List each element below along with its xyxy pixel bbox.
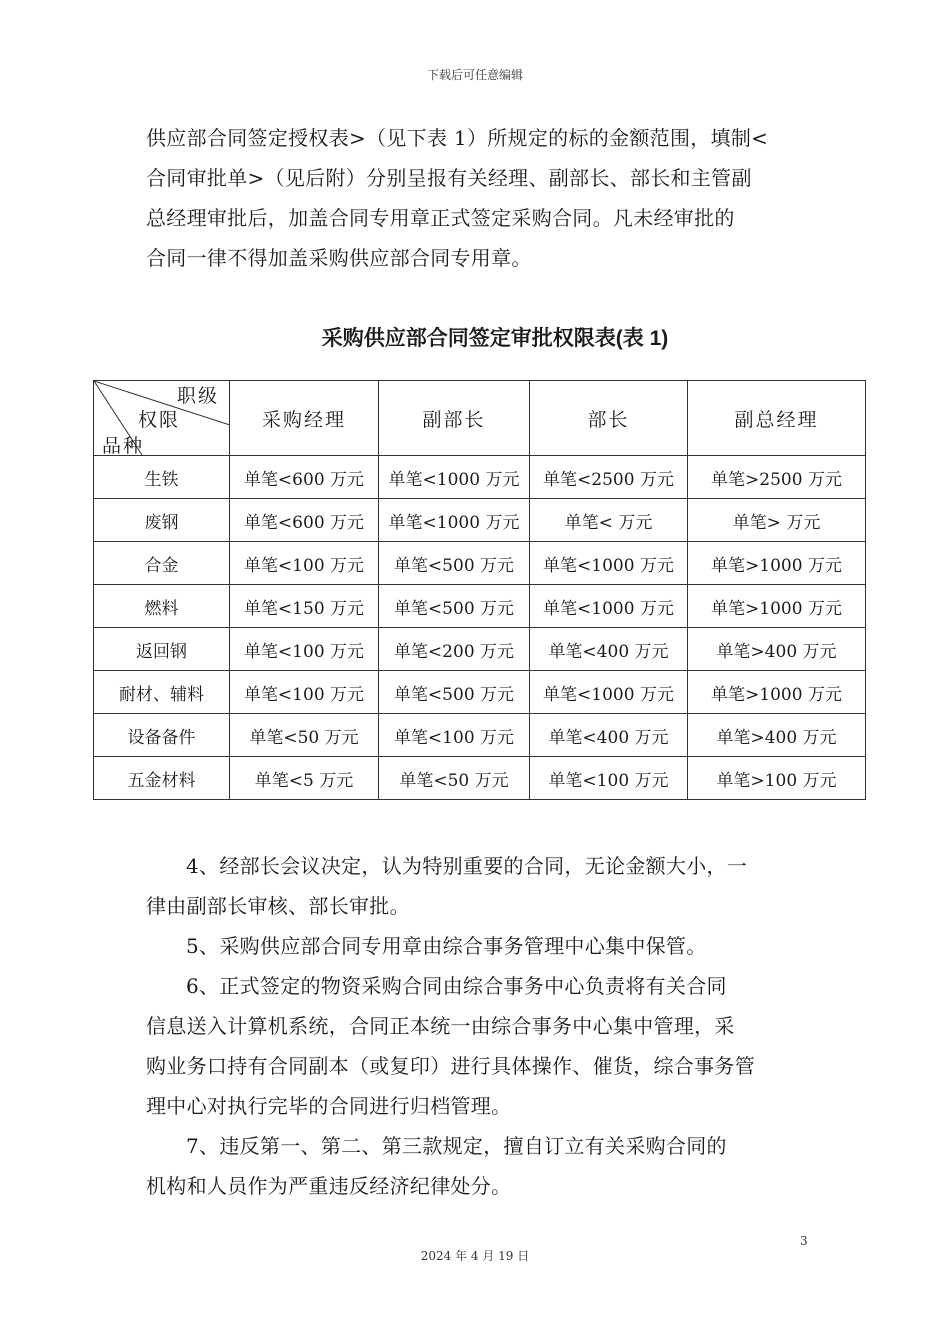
table-row — [94, 585, 866, 628]
table-row — [94, 456, 866, 499]
table-cell: 单笔<400 万元 — [530, 628, 688, 671]
table-cell: 单笔<100 万元 — [230, 542, 379, 585]
corner-category-label: 品种 — [102, 435, 145, 457]
table-cell: 单笔<100 万元 — [379, 714, 530, 757]
row-item: 燃料 — [94, 585, 230, 628]
table-cell: 单笔<500 万元 — [379, 542, 530, 585]
table-cell: 单笔<500 万元 — [379, 585, 530, 628]
clause-5-line-1: 5、采购供应部合同专用章由综合事务管理中心集中保管。 — [186, 934, 707, 958]
table-cell: 单笔<400 万元 — [530, 714, 688, 757]
table-cell: 单笔>100 万元 — [688, 757, 866, 800]
row-item: 返回钢 — [94, 628, 230, 671]
row-item: 设备备件 — [94, 714, 230, 757]
row-item: 耐材、辅料 — [94, 671, 230, 714]
table-cell: 单笔>400 万元 — [688, 628, 866, 671]
table-cell: 单笔<100 万元 — [530, 757, 688, 800]
column-header: 采购经理 — [230, 381, 379, 456]
table-row — [94, 671, 866, 714]
clause-6-line-2: 信息送入计算机系统，合同正本统一由综合事务中心集中管理，采 — [146, 1014, 735, 1038]
column-header: 副总经理 — [688, 381, 866, 456]
column-header: 副部长 — [379, 381, 530, 456]
intro-line: 合同审批单>（见后附）分别呈报有关经理、副部长、部长和主管副 — [146, 166, 752, 190]
diagonal-header-cell — [94, 381, 230, 456]
clause-6-line-1: 6、正式签定的物资采购合同由综合事务中心负责将有关合同 — [186, 974, 727, 998]
corner-rank-label: 职级 — [176, 385, 219, 407]
table-cell: 单笔<500 万元 — [379, 671, 530, 714]
table-cell: 单笔<100 万元 — [230, 671, 379, 714]
row-item: 废钢 — [94, 499, 230, 542]
corner-authority-label: 权限 — [138, 409, 181, 431]
row-item: 合金 — [94, 542, 230, 585]
table-cell: 单笔<5 万元 — [230, 757, 379, 800]
clause-7-line-1: 7、违反第一、第二、第三款规定，擅自订立有关采购合同的 — [186, 1134, 727, 1158]
table-title: 采购供应部合同签定审批权限表(表 1) — [321, 327, 669, 350]
table-cell: 单笔>400 万元 — [688, 714, 866, 757]
intro-line: 总经理审批后，加盖合同专用章正式签定采购合同。凡未经审批的 — [146, 206, 735, 230]
row-item: 生铁 — [94, 456, 230, 499]
intro-line: 供应部合同签定授权表>（见下表 1）所规定的标的金额范围，填制< — [146, 126, 769, 150]
table-cell: 单笔>2500 万元 — [688, 456, 866, 499]
intro-line: 合同一律不得加盖采购供应部合同专用章。 — [146, 246, 532, 270]
table-cell: 单笔>1000 万元 — [688, 671, 866, 714]
clauses-section — [146, 846, 811, 1206]
table-cell: 单笔<1000 万元 — [530, 542, 688, 585]
intro-paragraph — [146, 118, 811, 278]
table-cell: 单笔> 万元 — [688, 499, 866, 542]
clause-6-line-3: 购业务口持有合同副本（或复印）进行具体操作、催货，综合事务管 — [146, 1054, 755, 1078]
approval-authority-table — [93, 380, 866, 800]
table-row — [94, 757, 866, 800]
footer-date: 2024 年 4 月 19 日 — [420, 1249, 530, 1263]
clause-7-line-2: 机构和人员作为严重违反经济纪律处分。 — [146, 1174, 512, 1198]
table-row — [94, 499, 866, 542]
table-cell: 单笔<50 万元 — [379, 757, 530, 800]
table-cell: 单笔<1000 万元 — [379, 456, 530, 499]
table-cell: 单笔<1000 万元 — [379, 499, 530, 542]
column-header: 部长 — [530, 381, 688, 456]
table-cell: 单笔>1000 万元 — [688, 585, 866, 628]
table-cell: 单笔<600 万元 — [230, 499, 379, 542]
table-row — [94, 628, 866, 671]
page-number: 3 — [800, 1234, 808, 1248]
table-header-row — [94, 381, 866, 456]
table-cell: 单笔<150 万元 — [230, 585, 379, 628]
clause-4-line-2: 律由副部长审核、部长审批。 — [146, 894, 410, 918]
table-cell: 单笔<100 万元 — [230, 628, 379, 671]
table-cell: 单笔<200 万元 — [379, 628, 530, 671]
row-item: 五金材料 — [94, 757, 230, 800]
header-note: 下载后可任意编辑 — [426, 68, 523, 82]
table-cell: 单笔<1000 万元 — [530, 671, 688, 714]
table-row — [94, 714, 866, 757]
table-cell: 单笔>1000 万元 — [688, 542, 866, 585]
clause-6-line-4: 理中心对执行完毕的合同进行归档管理。 — [146, 1094, 512, 1118]
table-cell: 单笔<1000 万元 — [530, 585, 688, 628]
table-cell: 单笔< 万元 — [530, 499, 688, 542]
table-cell: 单笔<2500 万元 — [530, 456, 688, 499]
table-row — [94, 542, 866, 585]
table-cell: 单笔<50 万元 — [230, 714, 379, 757]
clause-4-line-1: 4、经部长会议决定，认为特别重要的合同，无论金额大小，一 — [186, 854, 748, 878]
table-cell: 单笔<600 万元 — [230, 456, 379, 499]
